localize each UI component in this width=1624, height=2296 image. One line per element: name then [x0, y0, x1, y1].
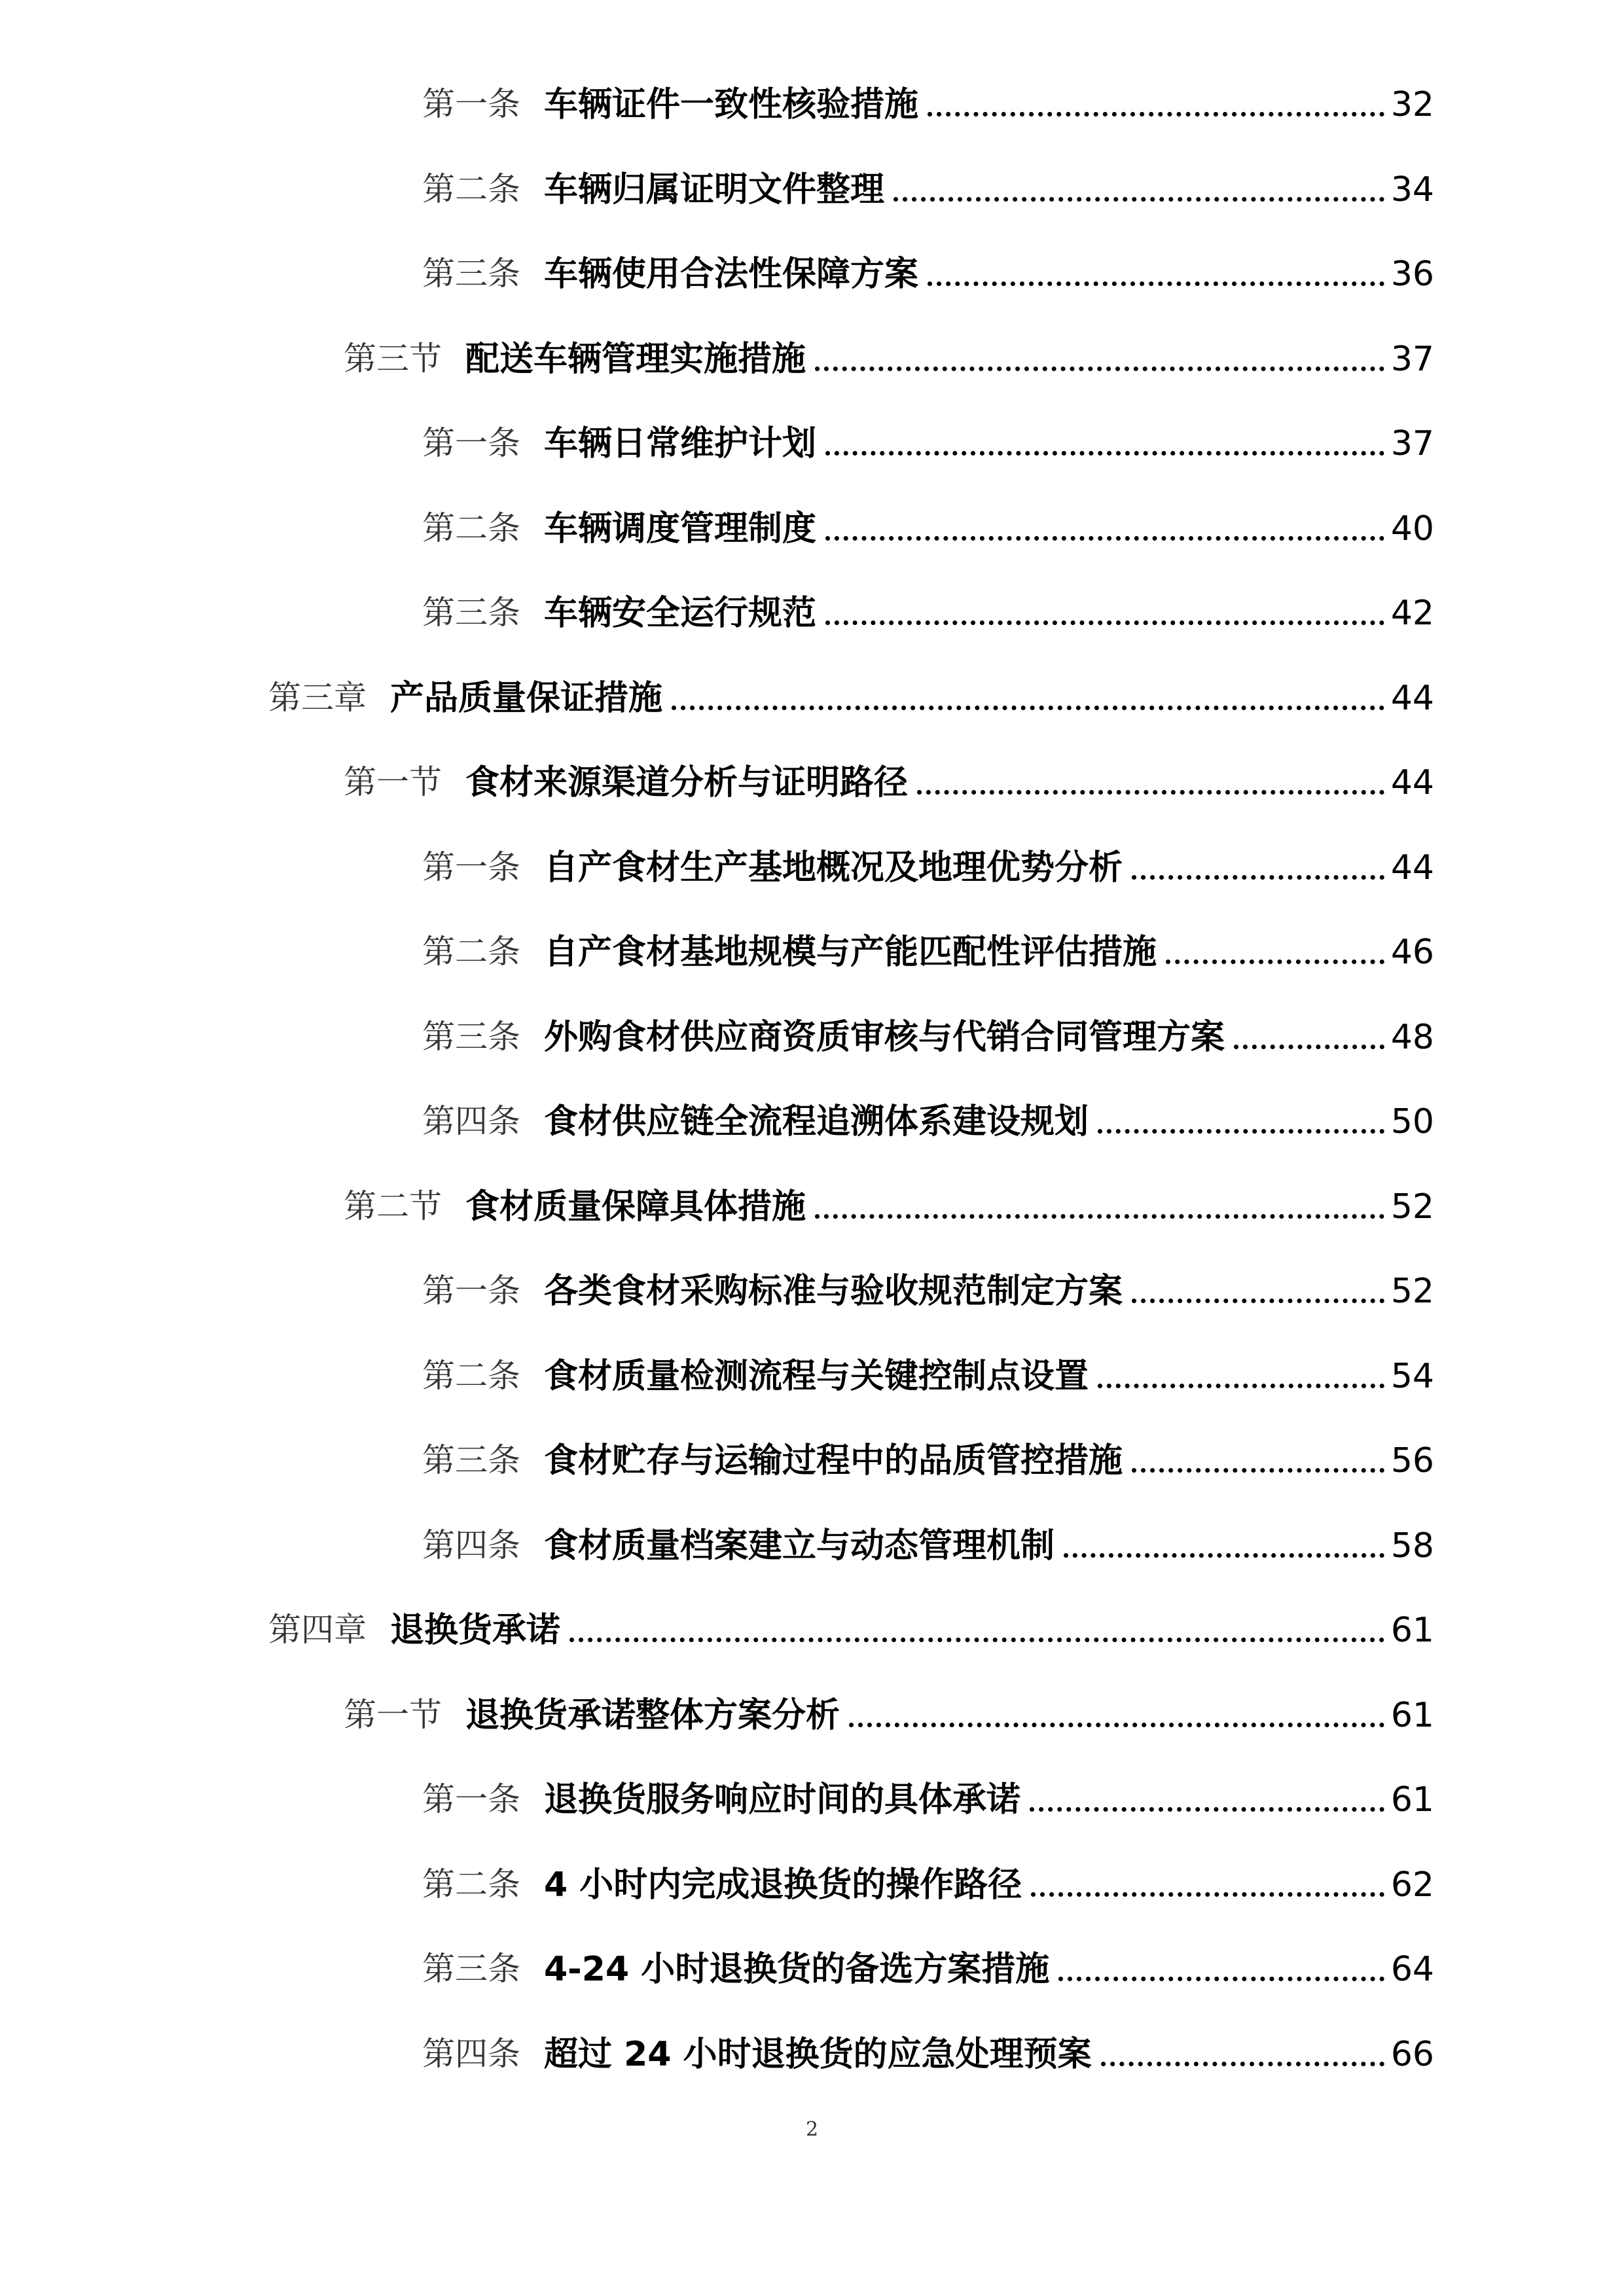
toc-entry-title: 4-24 小时退换货的备选方案措施	[544, 1950, 1050, 1989]
toc-entry[interactable]	[422, 2014, 1434, 2079]
toc-entry[interactable]	[422, 1844, 1434, 1910]
toc-entry-title: 配送车辆管理实施措施	[465, 340, 806, 379]
toc-entry-number: 第四条	[422, 2035, 520, 2073]
toc-entry[interactable]	[268, 1590, 1434, 1655]
toc-entry-page: 50	[1390, 1102, 1434, 1141]
toc-leader-dots	[849, 1723, 1384, 1727]
toc-entry[interactable]	[422, 912, 1434, 977]
toc-entry-page: 44	[1390, 679, 1434, 718]
toc-leader-dots	[825, 620, 1384, 625]
toc-entry[interactable]	[422, 997, 1434, 1062]
toc-entry[interactable]	[422, 827, 1434, 893]
toc-entry[interactable]	[344, 1166, 1434, 1232]
toc-entry[interactable]	[344, 742, 1434, 808]
toc-entry[interactable]	[422, 1081, 1434, 1147]
toc-entry-number: 第三节	[344, 340, 442, 378]
toc-entry-title: 车辆日常维护计划	[544, 424, 817, 463]
toc-entry-page: 54	[1390, 1357, 1434, 1396]
toc-entry-title: 自产食材生产基地概况及地理优势分析	[544, 848, 1123, 888]
toc-leader-dots	[1098, 1384, 1384, 1388]
toc-entry-title: 外购食材供应商资质审核与代销合同管理方案	[544, 1018, 1225, 1057]
toc-entry-number: 第二条	[422, 170, 520, 208]
toc-leader-dots	[1132, 1299, 1384, 1303]
toc-entry-page: 42	[1390, 594, 1434, 633]
toc-entry-title: 产品质量保证措施	[390, 679, 663, 718]
toc-entry[interactable]	[422, 1420, 1434, 1486]
toc-entry-title: 车辆使用合法性保障方案	[544, 255, 919, 294]
toc-leader-dots	[569, 1638, 1384, 1642]
toc-entry-page: 46	[1390, 933, 1434, 972]
toc-entry-page: 44	[1390, 763, 1434, 802]
toc-leader-dots	[928, 281, 1384, 286]
toc-entry[interactable]	[422, 488, 1434, 554]
toc-entry-page: 40	[1390, 509, 1434, 548]
toc-entry-page: 64	[1390, 1950, 1434, 1989]
toc-entry[interactable]	[422, 1336, 1434, 1401]
toc-entry-number: 第三条	[422, 1950, 520, 1988]
toc-leader-dots	[928, 112, 1384, 117]
toc-entry-title: 车辆调度管理制度	[544, 509, 817, 548]
toc-entry-number: 第四条	[422, 1102, 520, 1140]
toc-entry-number: 第一条	[422, 424, 520, 462]
toc-entry[interactable]	[422, 1759, 1434, 1825]
toc-entry-number: 第二条	[422, 1357, 520, 1395]
toc-entry[interactable]	[268, 658, 1434, 723]
toc-entry-number: 第一条	[422, 85, 520, 123]
toc-entry-number: 第一条	[422, 848, 520, 886]
toc-entry-page: 58	[1390, 1526, 1434, 1566]
toc-entry-title: 食材贮存与运输过程中的品质管控措施	[544, 1441, 1123, 1480]
toc-entry-page: 61	[1390, 1696, 1434, 1735]
toc-entry-title: 食材供应链全流程追溯体系建设规划	[544, 1102, 1089, 1141]
toc-leader-dots	[1234, 1045, 1384, 1049]
toc-entry-page: 56	[1390, 1441, 1434, 1480]
toc-leader-dots	[893, 197, 1384, 202]
toc-entry-title: 车辆安全运行规范	[544, 594, 817, 633]
toc-entry[interactable]	[422, 64, 1434, 130]
toc-leader-dots	[815, 367, 1384, 371]
toc-entry-title: 食材来源渠道分析与证明路径	[465, 763, 909, 802]
toc-entry[interactable]	[422, 403, 1434, 469]
page-number: 2	[805, 2118, 819, 2141]
toc-leader-dots	[1166, 960, 1384, 964]
toc-entry-page: 37	[1390, 424, 1434, 463]
toc-entry-title: 4 小时内完成退换货的操作路径	[544, 1865, 1022, 1905]
toc-leader-dots	[1030, 1807, 1384, 1812]
toc-entry-page: 32	[1390, 85, 1434, 124]
toc-entry-page: 48	[1390, 1018, 1434, 1057]
toc-leader-dots	[1132, 1468, 1384, 1473]
toc-entry-page: 44	[1390, 848, 1434, 888]
toc-leader-dots	[1132, 875, 1384, 880]
toc-entry[interactable]	[422, 1251, 1434, 1316]
toc-entry[interactable]	[422, 234, 1434, 299]
toc-entry-number: 第三条	[422, 255, 520, 293]
toc-entry-number: 第一节	[344, 1696, 442, 1734]
toc-entry[interactable]	[344, 319, 1434, 384]
toc-entry-number: 第三条	[422, 1441, 520, 1479]
toc-entry-number: 第三章	[268, 679, 367, 717]
toc-entry-page: 52	[1390, 1187, 1434, 1227]
toc-entry-number: 第二条	[422, 509, 520, 547]
toc-leader-dots	[1098, 1129, 1384, 1134]
toc-entry-page: 37	[1390, 340, 1434, 379]
toc-entry-number: 第四条	[422, 1526, 520, 1564]
toc-entry-page: 34	[1390, 170, 1434, 209]
toc-entry-title: 食材质量检测流程与关键控制点设置	[544, 1357, 1089, 1396]
toc-entry-number: 第三条	[422, 1018, 520, 1056]
toc-entry-number: 第一条	[422, 1780, 520, 1818]
toc-entry-title: 退换货服务响应时间的具体承诺	[544, 1780, 1021, 1820]
toc-entry[interactable]	[422, 1929, 1434, 1994]
toc-entry-number: 第三条	[422, 594, 520, 632]
toc-entry[interactable]	[422, 1505, 1434, 1571]
toc-leader-dots	[1064, 1553, 1384, 1558]
toc-entry-title: 超过 24 小时退换货的应急处理预案	[544, 2035, 1092, 2074]
toc-entry-number: 第一条	[422, 1272, 520, 1310]
toc-entry-title: 食材质量档案建立与动态管理机制	[544, 1526, 1055, 1566]
toc-entry-title: 退换货承诺	[390, 1611, 561, 1650]
toc-entry-number: 第一节	[344, 763, 442, 801]
toc-leader-dots	[825, 536, 1384, 541]
toc-entry-number: 第二节	[344, 1187, 442, 1225]
toc-entry[interactable]	[344, 1675, 1434, 1740]
toc-leader-dots	[1058, 1977, 1384, 1981]
toc-leader-dots	[825, 451, 1384, 456]
toc-entry-number: 第二条	[422, 933, 520, 971]
toc-entry-title: 自产食材基地规模与产能匹配性评估措施	[544, 933, 1157, 972]
toc-entry-title: 食材质量保障具体措施	[465, 1187, 806, 1227]
toc-entry-page: 36	[1390, 255, 1434, 294]
toc-entry-number: 第二条	[422, 1865, 520, 1903]
toc-entry-page: 52	[1390, 1272, 1434, 1311]
toc-entry-number: 第四章	[268, 1611, 367, 1649]
toc-leader-dots	[672, 706, 1384, 710]
toc-leader-dots	[917, 790, 1384, 795]
toc-entry-title: 退换货承诺整体方案分析	[465, 1696, 840, 1735]
toc-entry-page: 61	[1390, 1780, 1434, 1820]
toc-leader-dots	[1031, 1892, 1384, 1897]
toc-entry-page: 66	[1390, 2035, 1434, 2074]
toc-leader-dots	[815, 1214, 1384, 1219]
toc-entry-title: 车辆证件一致性核验措施	[544, 85, 919, 124]
toc-entry-title: 各类食材采购标准与验收规范制定方案	[544, 1272, 1123, 1311]
toc-entry-page: 62	[1390, 1865, 1434, 1905]
toc-entry[interactable]	[422, 573, 1434, 638]
toc-entry-page: 61	[1390, 1611, 1434, 1650]
toc-leader-dots	[1101, 2062, 1384, 2066]
toc-entry[interactable]	[422, 149, 1434, 215]
toc-entry-title: 车辆归属证明文件整理	[544, 170, 885, 209]
